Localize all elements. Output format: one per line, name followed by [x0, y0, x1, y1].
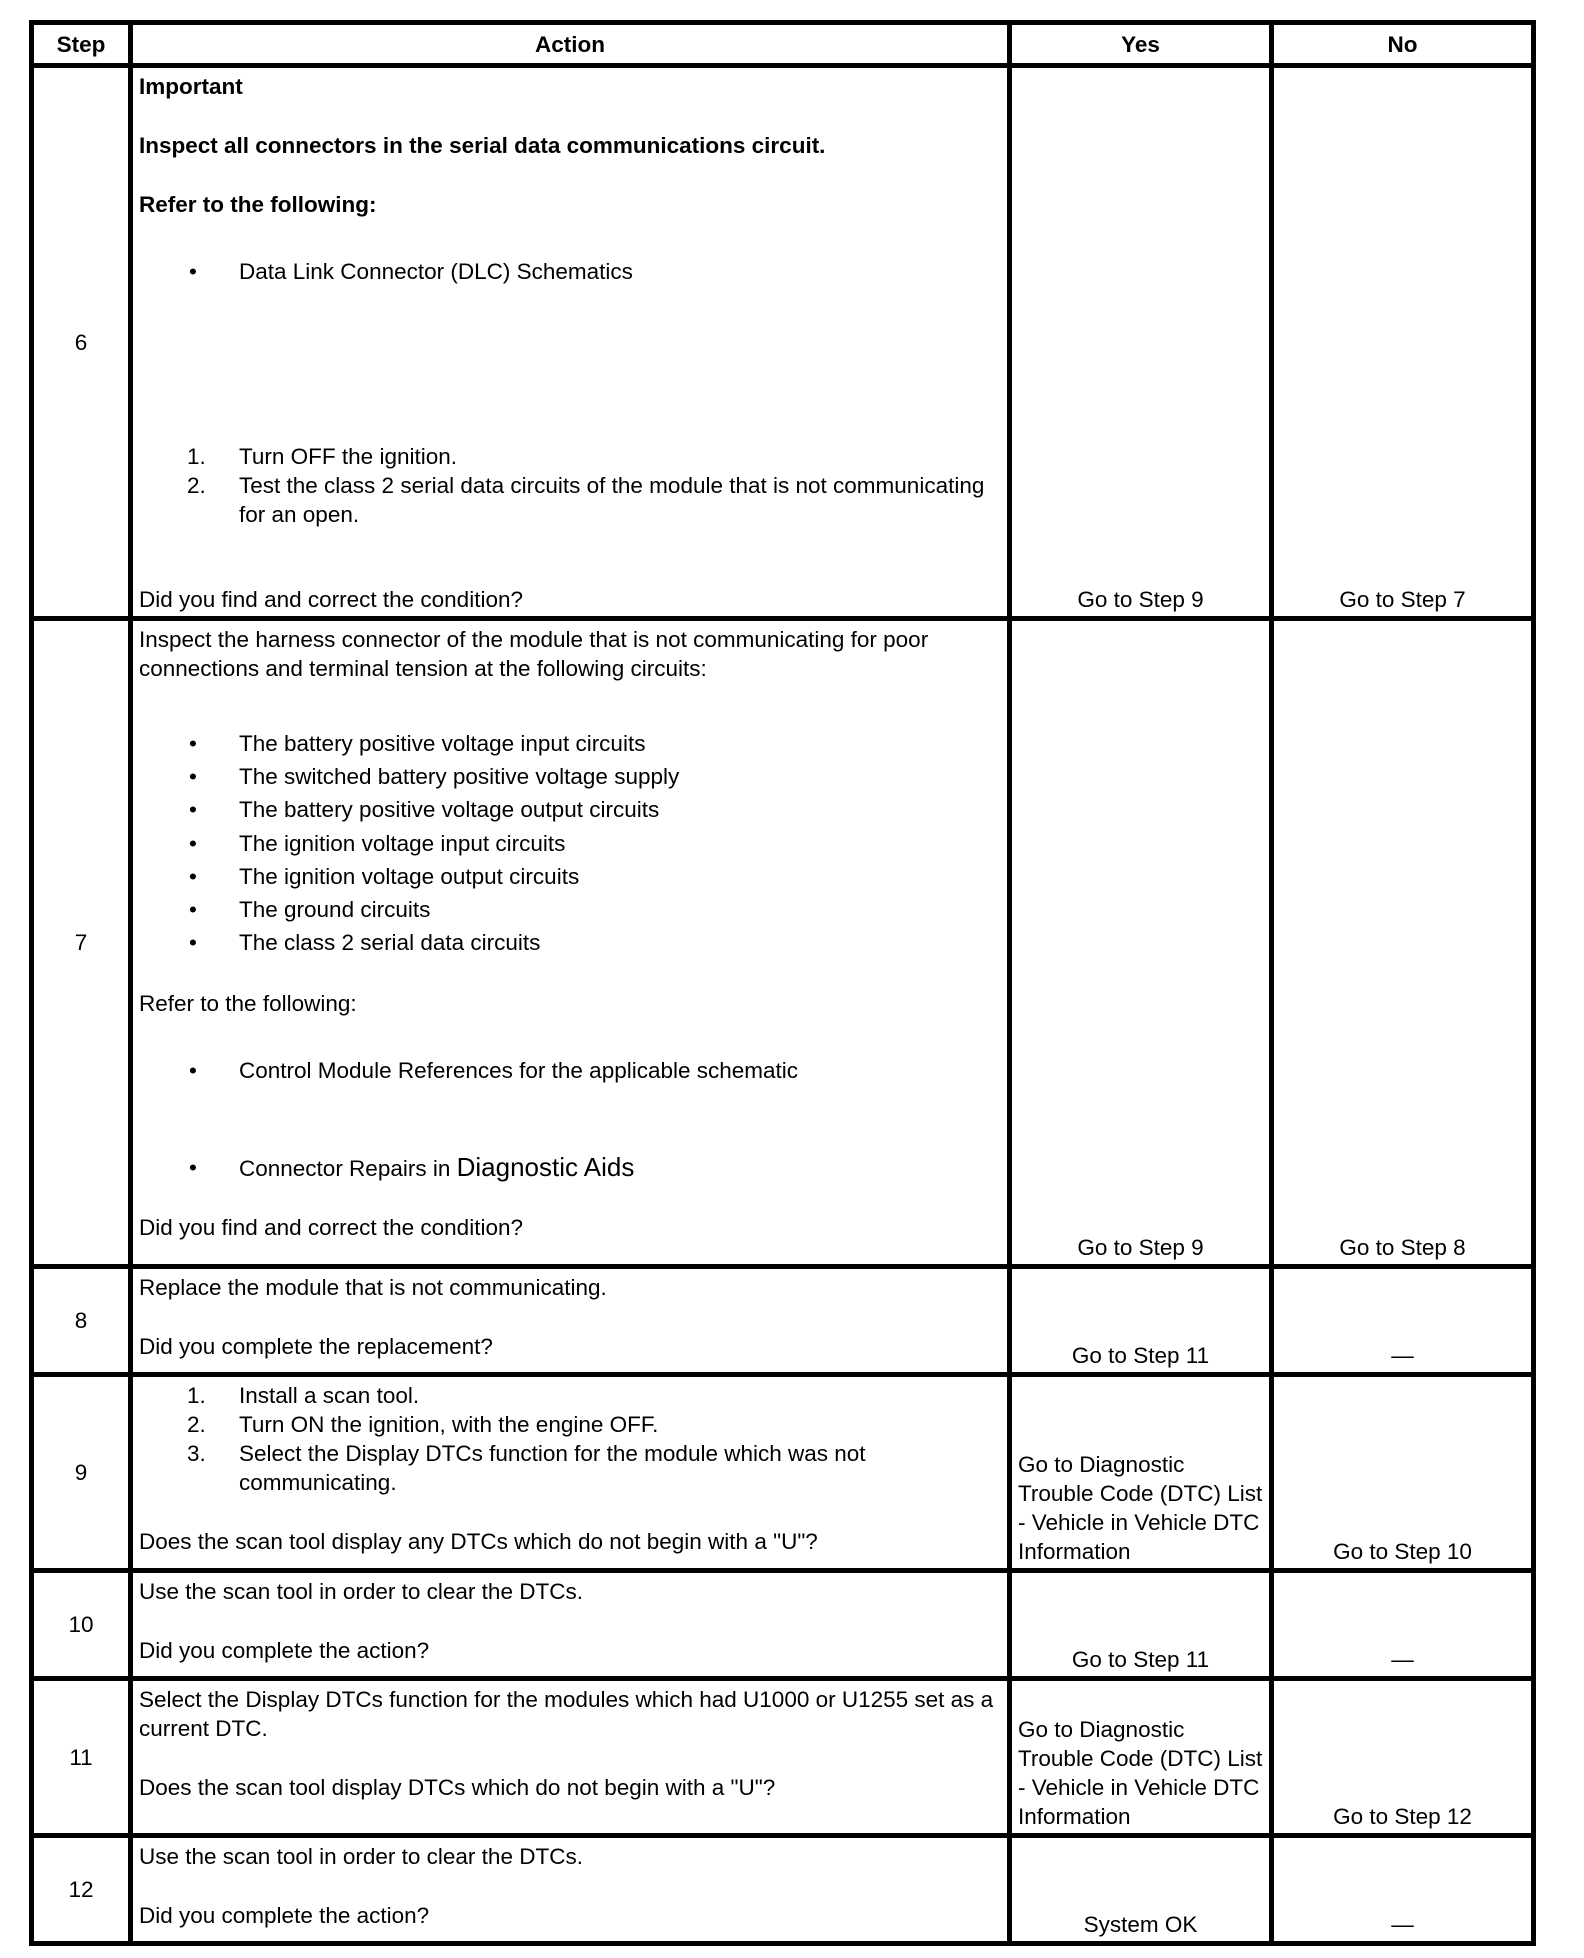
question-text: Did you complete the action? [139, 1903, 430, 1928]
diagnostic-aids-reference: Diagnostic Aids [456, 1152, 635, 1183]
list-item [139, 1153, 1001, 1183]
action-cell [131, 1836, 1010, 1944]
list-item: • The ground circuits [139, 893, 1001, 926]
action-text: Use the scan tool in order to clear the DTCs. [139, 1844, 583, 1869]
question-text: Does the scan tool display DTCs which do not begin with a "U"? [139, 1775, 776, 1800]
important-label: Important [139, 74, 243, 99]
list-item [139, 1381, 1001, 1410]
header-yes: Yes [1010, 23, 1272, 66]
list-item: • The ignition voltage output circuits [139, 860, 1001, 893]
header-action: Action [131, 23, 1010, 66]
item-text: Select the Display DTCs function for the module which was not communicating. [239, 1441, 866, 1495]
table-row-step-9 [32, 1375, 1534, 1571]
action-text: Use the scan tool in order to clear the DTCs. [139, 1579, 583, 1604]
step-number: 11 [32, 1679, 131, 1836]
item-number: 1. [187, 1383, 206, 1408]
circuit-list [139, 727, 1001, 959]
step-number: 6 [32, 66, 131, 619]
header-step: Step [32, 23, 131, 66]
action-cell [131, 1679, 1010, 1836]
action-cell [131, 1375, 1010, 1571]
no-cell: Go to Step 10 [1272, 1375, 1534, 1571]
reference-list [139, 257, 1001, 286]
item-number: 1. [187, 444, 206, 469]
action-cell [131, 619, 1010, 1267]
header-row [32, 23, 1534, 66]
action-text: Replace the module that is not communicating. [139, 1275, 607, 1300]
reference-prefix: Connector Repairs in [239, 1156, 457, 1182]
no-cell: — [1272, 1267, 1534, 1375]
table-row-step-8 [32, 1267, 1534, 1375]
yes-cell: Go to Diagnostic Trouble Code (DTC) List - Vehicle in Vehicle DTC Information [1010, 1679, 1272, 1836]
yes-cell: Go to Step 11 [1010, 1267, 1272, 1375]
question-text: Did you find and correct the condition? [139, 1215, 523, 1241]
step-number: 8 [32, 1267, 131, 1375]
table-row-step-12 [32, 1836, 1534, 1944]
list-item: • The battery positive voltage output circuits [139, 793, 1001, 826]
item-number: 2. [187, 473, 206, 498]
no-cell: — [1272, 1836, 1534, 1944]
action-text: Select the Display DTCs function for the modules which had U1000 or U1255 set as a current DTC. [139, 1687, 994, 1741]
list-item: • The class 2 serial data circuits [139, 926, 1001, 959]
list-item: • Control Module References for the applicable schematic [139, 1056, 1001, 1085]
table-row-step-6 [32, 66, 1534, 619]
diagnostic-table [29, 20, 1536, 1946]
item-number: 2. [187, 1412, 206, 1437]
list-item: • The switched battery positive voltage supply [139, 760, 1001, 793]
yes-cell: Go to Step 9 [1010, 619, 1272, 1267]
table-row-step-10 [32, 1571, 1534, 1679]
yes-cell: Go to Step 9 [1010, 66, 1272, 619]
no-cell: Go to Step 8 [1272, 619, 1534, 1267]
action-cell [131, 66, 1010, 619]
yes-cell: Go to Step 11 [1010, 1571, 1272, 1679]
list-item [139, 1439, 1001, 1497]
no-cell: Go to Step 12 [1272, 1679, 1534, 1836]
list-item: • The battery positive voltage input circuits [139, 727, 1001, 760]
step-number: 12 [32, 1836, 131, 1944]
question-text: Does the scan tool display any DTCs which do not begin with a "U"? [139, 1529, 818, 1554]
action-cell [131, 1267, 1010, 1375]
list-item [139, 1410, 1001, 1439]
reference-list [139, 1056, 1001, 1085]
list-item: • Data Link Connector (DLC) Schematics [139, 257, 1001, 286]
step-number: 9 [32, 1375, 131, 1571]
question-text: Did you find and correct the condition? [139, 587, 523, 612]
question-text: Did you complete the replacement? [139, 1334, 493, 1359]
inspect-text: Inspect all connectors in the serial data communications circuit. [139, 133, 826, 158]
item-number: 3. [187, 1441, 206, 1466]
table-row-step-11 [32, 1679, 1534, 1836]
list-item: • The ignition voltage input circuits [139, 827, 1001, 860]
yes-cell: System OK [1010, 1836, 1272, 1944]
item-text: Turn ON the ignition, with the engine OFF. [239, 1412, 659, 1437]
step-number: 7 [32, 619, 131, 1267]
question-text: Did you complete the action? [139, 1638, 430, 1663]
reference-list [139, 1153, 1001, 1183]
item-text: Turn OFF the ignition. [239, 444, 458, 469]
procedure-list [139, 1381, 1001, 1497]
refer-text: Refer to the following: [139, 192, 377, 217]
list-item [139, 442, 1001, 471]
intro-text: Inspect the harness connector of the module that is not communicating for poor connections and terminal tension at the following circuits: [139, 627, 929, 681]
item-text: Install a scan tool. [239, 1383, 420, 1408]
list-item [139, 471, 1001, 529]
yes-cell: Go to Diagnostic Trouble Code (DTC) List - Vehicle in Vehicle DTC Information [1010, 1375, 1272, 1571]
no-cell: — [1272, 1571, 1534, 1679]
procedure-list [139, 442, 1001, 529]
refer-text: Refer to the following: [139, 991, 357, 1017]
no-cell: Go to Step 7 [1272, 66, 1534, 619]
item-text: Test the class 2 serial data circuits of the module that is not communicating for an open. [239, 473, 985, 527]
table-row-step-7 [32, 619, 1534, 1267]
action-cell [131, 1571, 1010, 1679]
header-no: No [1272, 23, 1534, 66]
step-number: 10 [32, 1571, 131, 1679]
